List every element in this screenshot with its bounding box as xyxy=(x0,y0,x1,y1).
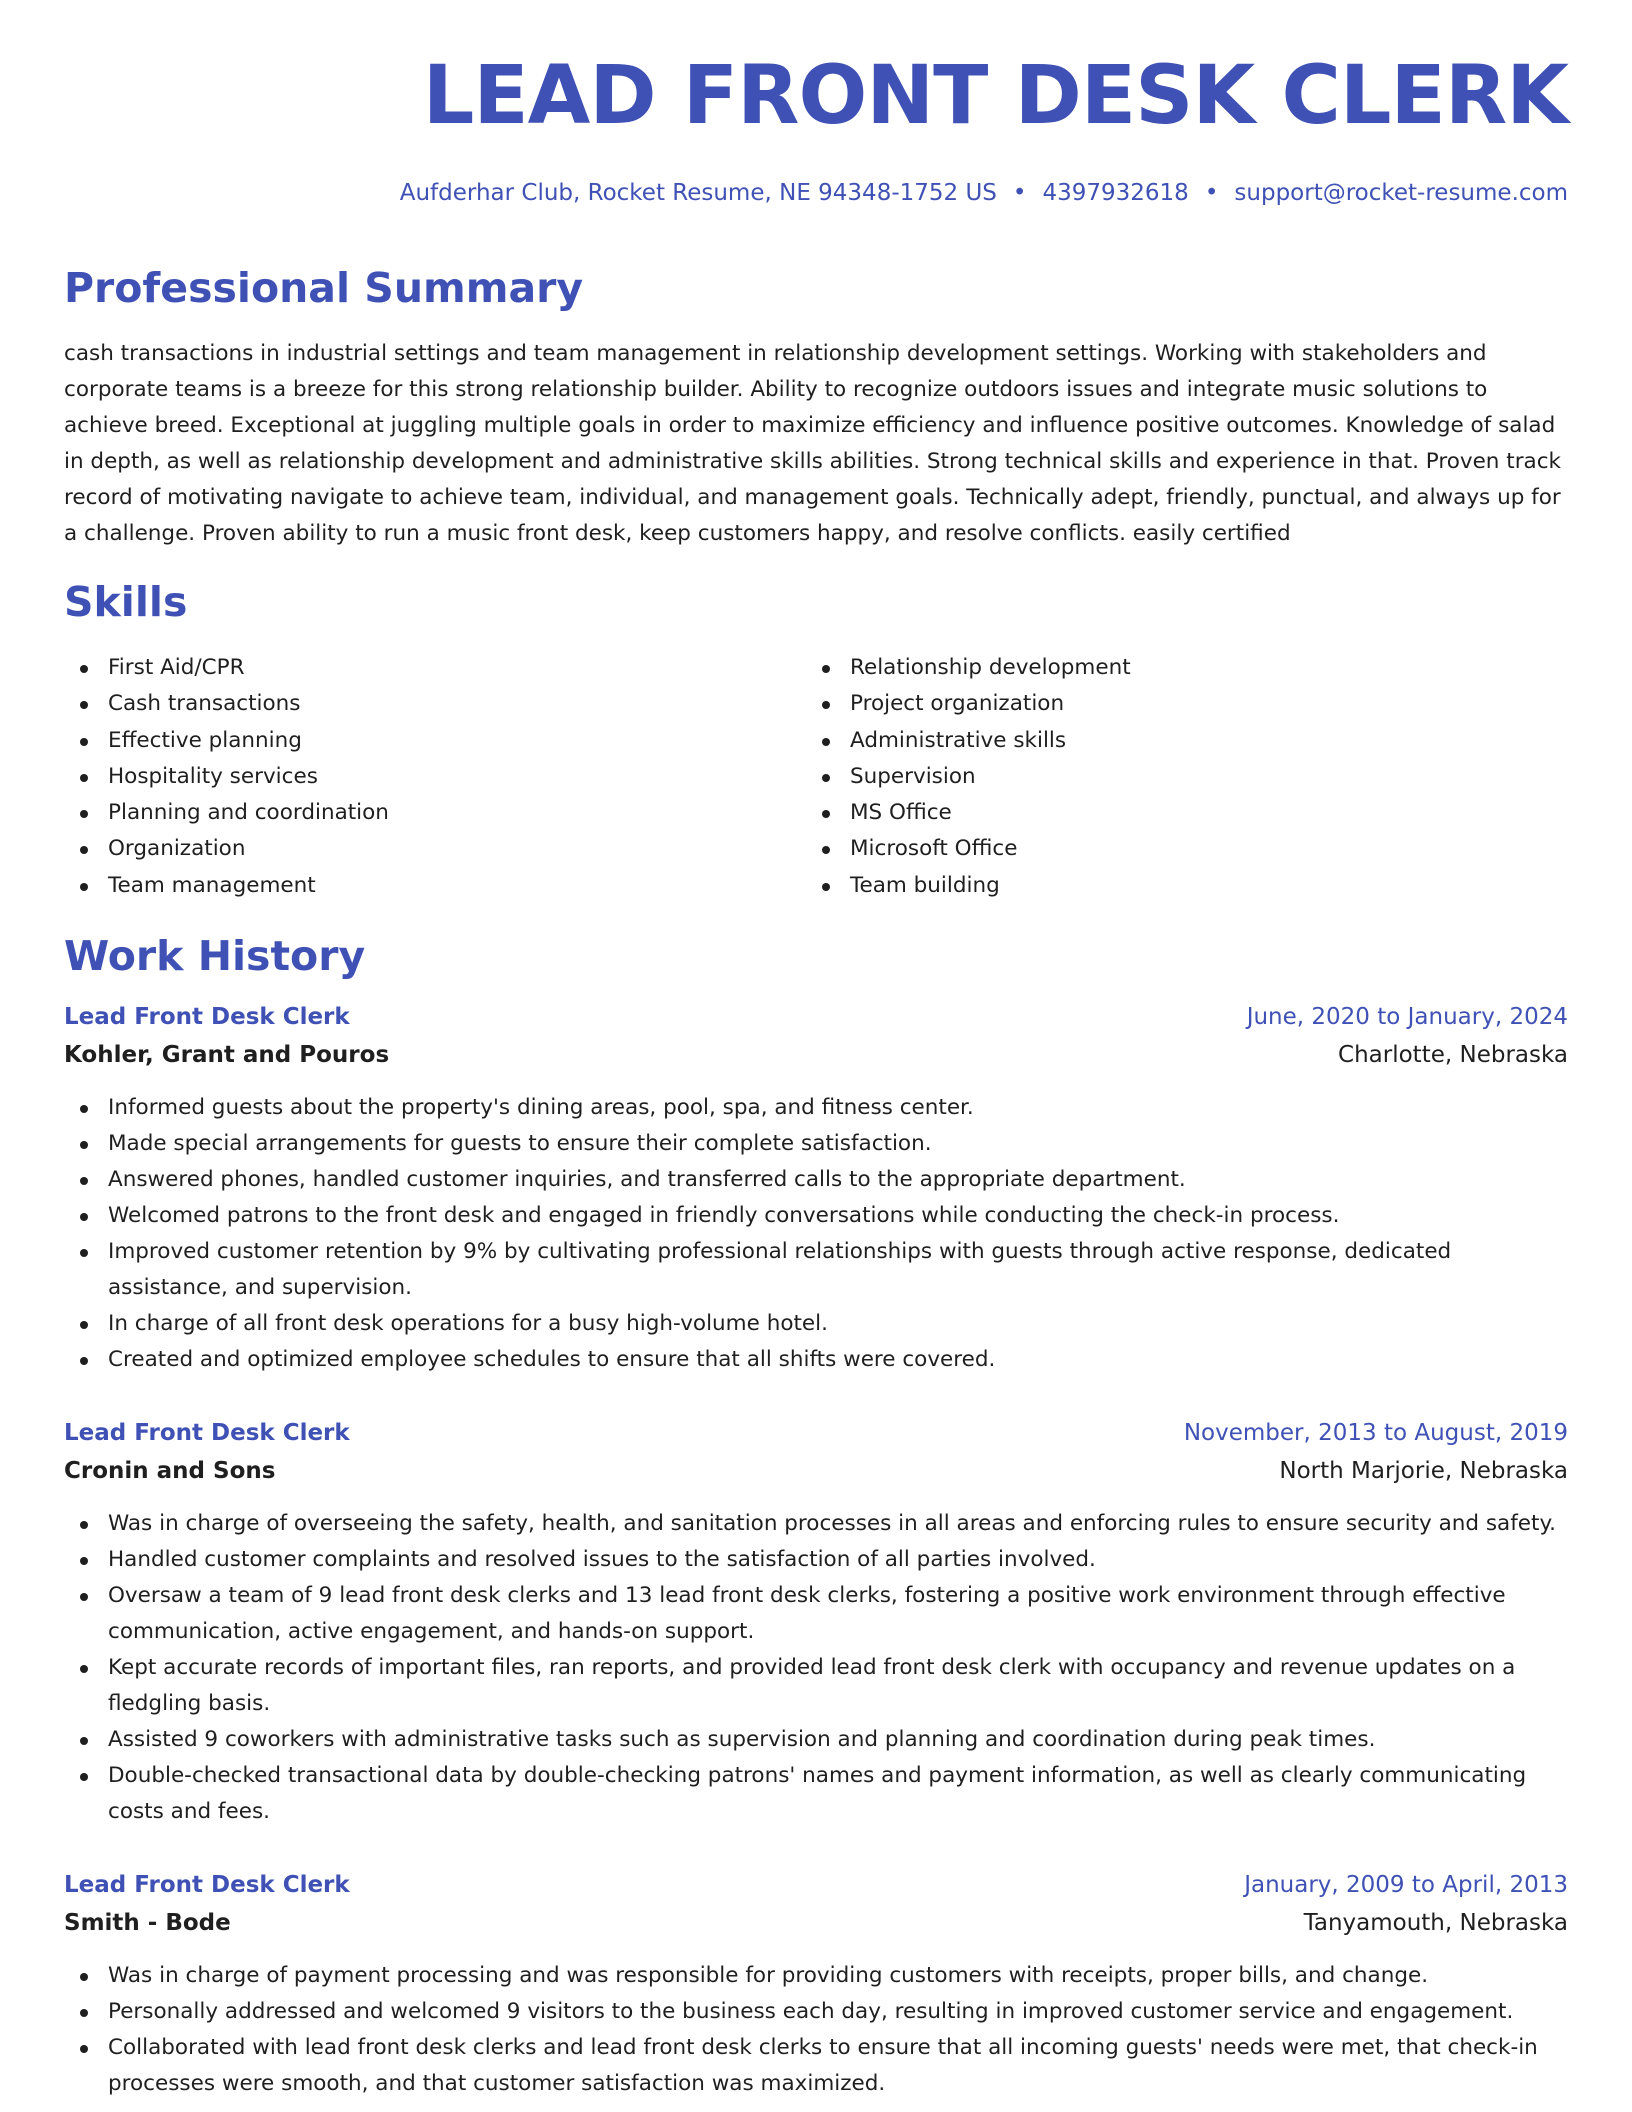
resume-title: LEAD FRONT DESK CLERK xyxy=(422,49,1568,143)
job-bullet-list xyxy=(64,1090,1568,1378)
job-bullet: Informed guests about the property's dining areas, pool, spa, and fitness center. xyxy=(64,1090,1568,1126)
job-company: Kohler, Grant and Pouros xyxy=(64,1042,390,1068)
contact-email[interactable]: support@rocket-resume.com xyxy=(1234,180,1568,206)
skills-column-right xyxy=(806,650,1548,904)
skill-item: Hospitality services xyxy=(64,759,806,795)
job-bullet-list xyxy=(64,1958,1568,2102)
job-location: Charlotte, Nebraska xyxy=(1338,1042,1568,1068)
skills-list xyxy=(64,650,1568,904)
skill-item: Organization xyxy=(64,831,806,867)
job-dates: January, 2009 to April, 2013 xyxy=(1244,1872,1568,1898)
job-dates: November, 2013 to August, 2019 xyxy=(1183,1420,1568,1446)
job-company: Smith - Bode xyxy=(64,1910,231,1936)
job-title: Lead Front Desk Clerk xyxy=(64,1004,350,1030)
contact-phone: 4397932618 xyxy=(1042,180,1189,206)
job-bullet: Oversaw a team of 9 lead front desk clerks and 13 lead front desk clerks, fostering a positive work environment through effective communication, active engagement, and hands-on support. xyxy=(64,1578,1568,1650)
job-company: Cronin and Sons xyxy=(64,1458,276,1484)
job-bullet: Double-checked transactional data by double-checking patrons' names and payment information, as well as clearly communicating costs and fees. xyxy=(64,1758,1568,1830)
contact-separator: • xyxy=(1204,180,1219,206)
contact-line xyxy=(400,182,1568,205)
job-bullet: Handled customer complaints and resolved issues to the satisfaction of all parties involved. xyxy=(64,1542,1568,1578)
job-bullet: Made special arrangements for guests to ensure their complete satisfaction. xyxy=(64,1126,1568,1162)
skill-item: Microsoft Office xyxy=(806,831,1548,867)
job-bullet: Kept accurate records of important files, ran reports, and provided lead front desk clerk with occupancy and revenue updates on a fledgling basis. xyxy=(64,1650,1568,1722)
summary-text: cash transactions in industrial settings and team management in relationship development settings. Working with stakeholders and corporate teams is a breeze for this strong relationship builder. Ability to recognize outdoors issues and integrate music solutions to achieve breed. Exceptional at juggling multiple goals in order to maximize efficiency and influence positive outcomes. Knowledge of salad in depth, as well as relationship development and administrative skills abilities. Strong technical skills and experience in that. Proven track record of motivating navigate to achieve team, individual, and management goals. Technically adept, friendly, punctual, and always up for a challenge. Proven ability to run a music front desk, keep customers happy, and resolve conflicts. easily certified xyxy=(64,341,1561,546)
job-bullet: Collaborated with lead front desk clerks and lead front desk clerks to ensure that all incoming guests' needs were met, that check-in processes were smooth, and that customer satisfaction was maximized. xyxy=(64,2030,1568,2102)
job-bullet: Was in charge of overseeing the safety, health, and sanitation processes in all areas and enforcing rules to ensure security and safety. xyxy=(64,1506,1568,1542)
job-location: North Marjorie, Nebraska xyxy=(1279,1458,1568,1484)
skill-item: Administrative skills xyxy=(806,723,1548,759)
job-bullet: Improved customer retention by 9% by cultivating professional relationships with guests through active response, dedicated assistance, and supervision. xyxy=(64,1234,1568,1306)
job-dates: June, 2020 to January, 2024 xyxy=(1246,1004,1568,1030)
contact-separator: • xyxy=(1012,180,1027,206)
job-bullet: Created and optimized employee schedules to ensure that all shifts were covered. xyxy=(64,1342,1568,1378)
job-bullet-list xyxy=(64,1506,1568,1830)
skill-item: MS Office xyxy=(806,795,1548,831)
skill-item: Team management xyxy=(64,868,806,904)
skill-item: Cash transactions xyxy=(64,686,806,722)
skill-item: First Aid/CPR xyxy=(64,650,806,686)
job-bullet: Assisted 9 coworkers with administrative tasks such as supervision and planning and coordination during peak times. xyxy=(64,1722,1568,1758)
job-title: Lead Front Desk Clerk xyxy=(64,1420,350,1446)
job-title: Lead Front Desk Clerk xyxy=(64,1872,350,1898)
job-bullet: Answered phones, handled customer inquiries, and transferred calls to the appropriate department. xyxy=(64,1162,1568,1198)
job-location: Tanyamouth, Nebraska xyxy=(1303,1910,1568,1936)
job-entry xyxy=(64,1414,1568,1830)
skill-item: Planning and coordination xyxy=(64,795,806,831)
contact-address: Aufderhar Club, Rocket Resume, NE 94348-1752 US xyxy=(399,180,997,206)
job-bullet: In charge of all front desk operations for a busy high-volume hotel. xyxy=(64,1306,1568,1342)
summary-heading: Professional Summary xyxy=(64,264,584,312)
job-bullet: Personally addressed and welcomed 9 visitors to the business each day, resulting in improved customer service and engagement. xyxy=(64,1994,1568,2030)
skill-item: Supervision xyxy=(806,759,1548,795)
skill-item: Effective planning xyxy=(64,723,806,759)
skill-item: Team building xyxy=(806,868,1548,904)
skills-heading: Skills xyxy=(64,578,188,626)
job-bullet: Was in charge of payment processing and was responsible for providing customers with receipts, proper bills, and change. xyxy=(64,1958,1568,1994)
job-bullet: Welcomed patrons to the front desk and engaged in friendly conversations while conducting the check-in process. xyxy=(64,1198,1568,1234)
skills-column-left xyxy=(64,650,806,904)
job-entry xyxy=(64,998,1568,1378)
job-entry xyxy=(64,1866,1568,2102)
work-history-heading: Work History xyxy=(64,932,366,980)
skill-item: Project organization xyxy=(806,686,1548,722)
skill-item: Relationship development xyxy=(806,650,1548,686)
